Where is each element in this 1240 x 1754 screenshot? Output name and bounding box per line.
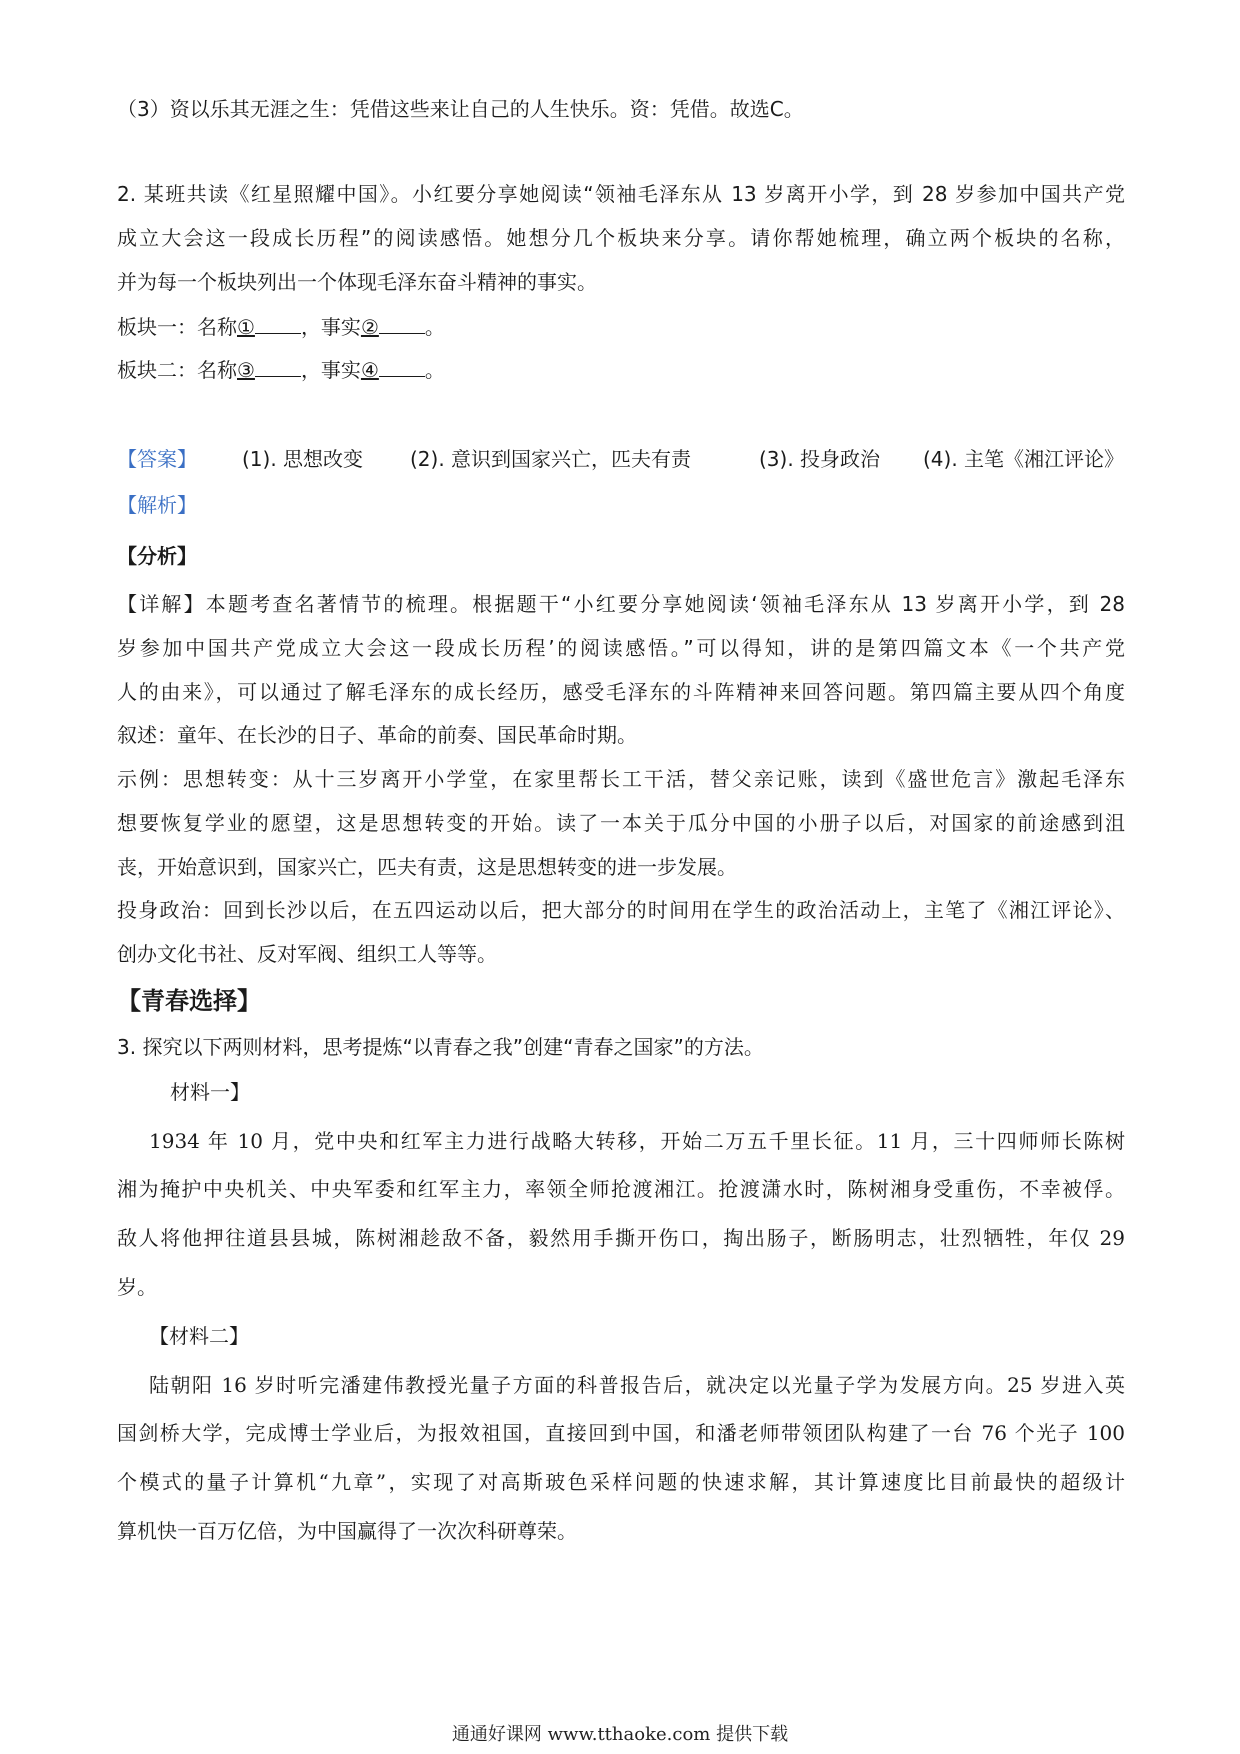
material-one-line: 岁。 bbox=[117, 1275, 157, 1299]
material-one-line: 湘为掩护中央机关、中央军委和红军主力，率领全师抢渡湘江。抢渡潇水时，陈树湘身受重伤，不幸被俘。 bbox=[117, 1177, 1125, 1201]
detail-line: 丧，开始意识到，国家兴亡，匹夫有责，这是思想转变的进一步发展。 bbox=[117, 855, 737, 879]
q2-stem-line: 2. 某班共读《红星照耀中国》。小红要分享她阅读“领袖毛泽东从 13 岁离开小学，到 28 岁参加中国共产党 bbox=[117, 182, 1125, 206]
page-footer: 通通好课网 www.tthaoke.com 提供下载 bbox=[451, 1724, 789, 1745]
blank-marker: ④ bbox=[360, 358, 379, 382]
material-two-line: 算机快一百万亿倍，为中国赢得了一次次科研尊荣。 bbox=[117, 1519, 577, 1543]
answer-item: (3). 投身政治 bbox=[759, 447, 881, 471]
detail-line: 投身政治：回到长沙以后，在五四运动以后，把大部分的时间用在学生的政治活动上，主笔了《湘江评论》、 bbox=[117, 898, 1125, 922]
material-two-title: 【材料二】 bbox=[149, 1324, 249, 1348]
detail-line: 想要恢复学业的愿望，这是思想转变的开始。读了一本关于瓜分中国的小册子以后，对国家的前途感到沮 bbox=[117, 811, 1125, 835]
section-title: 【青春选择】 bbox=[117, 987, 261, 1015]
material-one-title: 材料一】 bbox=[170, 1080, 250, 1104]
material-one-line: 1934 年 10 月，党中央和红军主力进行战略大转移，开始二万五千里长征。11 月，三十四师师长陈树 bbox=[149, 1129, 1125, 1153]
material-two-line: 国剑桥大学，完成博士学业后，为报效祖国，直接回到中国，和潘老师带领团队构建了一台 76 个光子 100 bbox=[117, 1421, 1125, 1445]
material-one-line: 敌人将他押往道县县城，陈树湘趁敌不备，毅然用手撕开伤口，掏出肠子，断肠明志，壮烈牺牲，年仅 29 bbox=[117, 1226, 1125, 1250]
block-one-end: 。 bbox=[424, 315, 445, 339]
answer-item: (4). 主笔《湘江评论》 bbox=[923, 447, 1125, 471]
block-one-mid: ，事实 bbox=[300, 315, 361, 339]
blank-marker: ① bbox=[237, 315, 255, 339]
detail-line: 创办文化书社、反对军阀、组织工人等等。 bbox=[117, 942, 497, 966]
answer-tag: 【答案】 bbox=[117, 447, 197, 471]
block-two-mid: ，事实 bbox=[300, 358, 361, 382]
answer-item: (2). 意识到国家兴亡，匹夫有责 bbox=[410, 447, 692, 471]
q2-stem-line: 成立大会这一段成长历程”的阅读感悟。她想分几个板块来分享。请你帮她梳理，确立两个板块的名称， bbox=[117, 226, 1125, 250]
material-two-line: 个模式的量子计算机“九章”，实现了对高斯玻色采样问题的快速求解，其计算速度比目前最快的超级计 bbox=[117, 1470, 1125, 1494]
block-two-end: 。 bbox=[424, 358, 445, 382]
detail-line: 人的由来》，可以通过了解毛泽东的成长经历，感受毛泽东的斗阵精神来回答问题。第四篇主要从四个角度 bbox=[117, 680, 1125, 704]
detail-line: 示例：思想转变：从十三岁离开小学堂，在家里帮长工干活，替父亲记账，读到《盛世危言》激起毛泽东 bbox=[117, 767, 1125, 791]
detail-line: 叙述：童年、在长沙的日子、革命的前奏、国民革命时期。 bbox=[117, 723, 637, 747]
block-one-line bbox=[117, 313, 1125, 340]
answer-blank bbox=[255, 313, 301, 334]
answer-blank bbox=[379, 356, 425, 377]
answer-row bbox=[117, 446, 1127, 472]
fenxi-tag: 【分析】 bbox=[117, 544, 197, 568]
answer-blank bbox=[379, 313, 425, 334]
q2-stem-line: 并为每一个板块列出一个体现毛泽东奋斗精神的事实。 bbox=[117, 270, 597, 294]
analysis-tag: 【解析】 bbox=[117, 493, 197, 517]
detail-line: 【详解】本题考查名著情节的梳理。根据题干“小红要分享她阅读‘领袖毛泽东从 13 岁离开小学，到 28 bbox=[117, 592, 1125, 616]
blank-marker: ③ bbox=[237, 358, 255, 382]
block-one-prefix: 板块一：名称 bbox=[117, 315, 237, 339]
q1-explanation-line: （3）资以乐其无涯之生：凭借这些来让自己的人生快乐。资：凭借。故选C。 bbox=[117, 97, 804, 121]
answer-blank bbox=[255, 356, 301, 377]
detail-line: 岁参加中国共产党成立大会这一段成长历程’的阅读感悟。”可以得知，讲的是第四篇文本《一个共产党 bbox=[117, 636, 1125, 660]
q3-stem: 3. 探究以下两则材料，思考提炼“以青春之我”创建“青春之国家”的方法。 bbox=[117, 1035, 764, 1059]
block-two-line bbox=[117, 356, 1125, 383]
block-two-prefix: 板块二：名称 bbox=[117, 358, 237, 382]
material-two-line: 陆朝阳 16 岁时听完潘建伟教授光量子方面的科普报告后，就决定以光量子学为发展方向。25 岁进入英 bbox=[149, 1373, 1125, 1397]
blank-marker: ② bbox=[360, 315, 379, 339]
answer-item: (1). 思想改变 bbox=[242, 447, 364, 471]
